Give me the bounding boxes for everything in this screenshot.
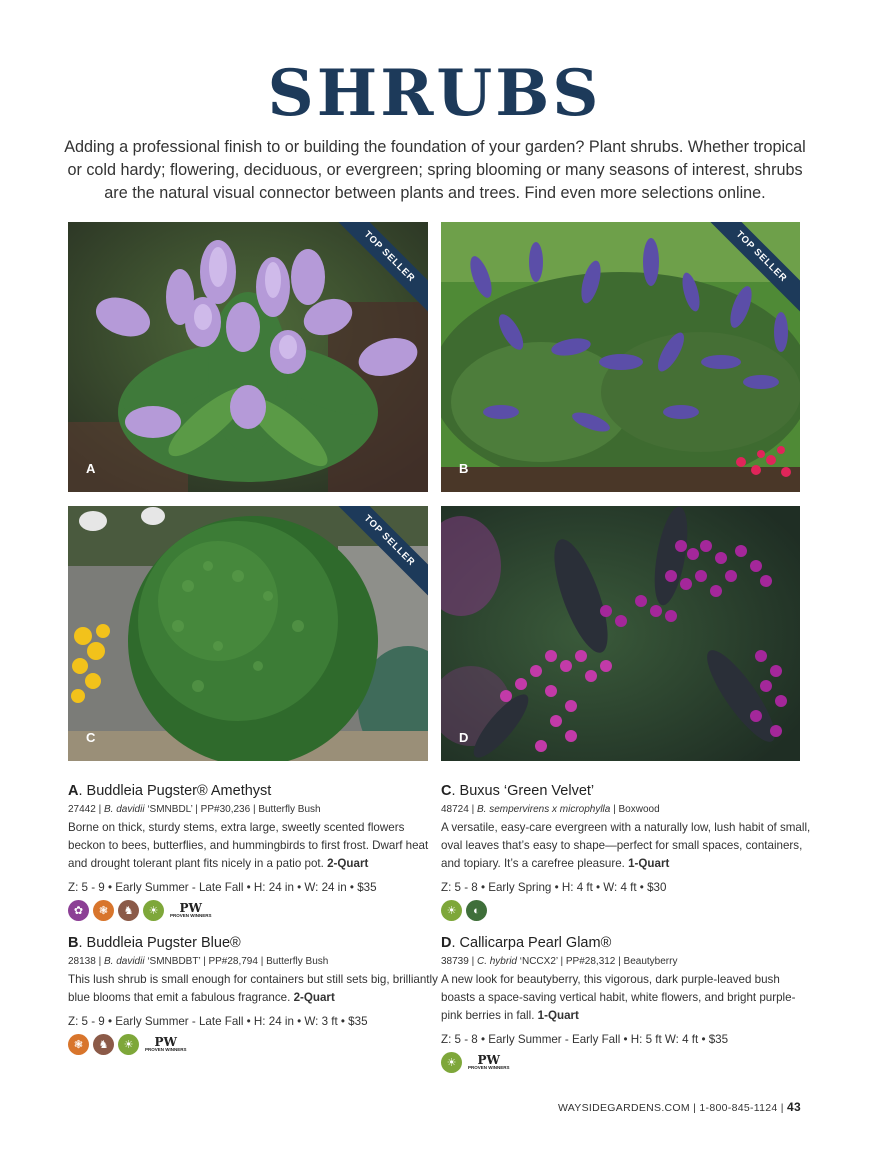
top-seller-badge: TOP SELLER [328,222,428,322]
product-name: B. Buddleia Pugster Blue® [68,935,241,951]
top-seller-badge: TOP SELLER [328,506,428,606]
product-specs: Z: 5 - 8 • Early Spring • H: 4 ft • W: 4 ft • $30 [441,881,667,894]
attribute-icons [441,900,811,921]
attribute-icons [441,1052,811,1073]
product-description: A versatile, easy-care evergreen with a naturally low, lush habit of small, oval leaves that’s easy to shape—perfect for small spaces, containers, and topiary. It’s a carefree pleasure. 1-Quart [441,821,811,870]
product-description: Borne on thick, sturdy stems, extra large, sweetly scented flowers beckon to bees, butterflies, and hummingbirds to first frost. Dwarf heat and drought tolerant plant fits nicely in a patio pot. 2-Quart [68,821,429,870]
page-number: 43 [787,1100,801,1114]
photo-letter: D [459,730,469,745]
photo-letter: A [86,461,96,476]
deer-resistant-icon: ♞ [93,1034,114,1055]
callicarpa-pearl-glam-image [441,506,800,761]
product-name: A. Buddleia Pugster® Amethyst [68,783,272,799]
part-shade-icon: ◐ [466,900,487,921]
photo-letter: B [459,461,469,476]
page-title: SHRUBS [267,56,602,131]
photo-a [68,222,428,492]
hummingbird-icon: ✿ [68,900,89,921]
photo-letter: C [86,730,96,745]
deer-resistant-icon: ♞ [118,900,139,921]
product-d [441,934,811,1073]
product-specs: Z: 5 - 9 • Early Summer - Late Fall • H: 24 in • W: 3 ft • $35 [68,1015,368,1028]
product-name: D. Callicarpa Pearl Glam® [441,935,612,951]
photo-b [441,222,800,492]
photo-c [68,506,428,761]
product-c [441,782,811,921]
product-meta: 28138 | B. davidii ‘SMNBDBT’ | PP#28,794 | Butterfly Bush [68,956,329,967]
bee-icon: ❃ [68,1034,89,1055]
product-a [68,782,438,921]
photo-d [441,506,800,761]
proven-winners-logo: PW PROVEN WINNERS [468,1053,510,1071]
product-meta: 27442 | B. davidii ‘SMNBDL’ | PP#30,236 | Butterfly Bush [68,804,321,815]
full-sun-icon: ☀ [441,1052,462,1073]
product-specs: Z: 5 - 9 • Early Summer - Late Fall • H: 24 in • W: 24 in • $35 [68,881,377,894]
full-sun-icon: ☀ [441,900,462,921]
intro-paragraph: Adding a professional finish to or building the foundation of your garden? Plant shrubs. Whether tropical or cold hardy; flowering, deciduous, or evergreen; spring blooming or many seasons of interest, shrubs are the natural visual connector between plants and trees. Find even more selections online. [64,138,806,202]
attribute-icons [68,900,438,921]
footer-website: WAYSIDEGARDENS.COM [557,1102,690,1114]
proven-winners-logo: PW PROVEN WINNERS [145,1035,187,1053]
attribute-icons [68,1034,438,1055]
top-seller-badge: TOP SELLER [700,222,800,322]
bee-icon: ❃ [93,900,114,921]
proven-winners-logo: PW PROVEN WINNERS [170,901,212,919]
product-description: This lush shrub is small enough for containers but still sets big, brilliantly blue blooms that emit a fabulous fragrance. 2-Quart [68,973,438,1004]
product-name: C. Buxus ‘Green Velvet’ [441,783,595,799]
product-b [68,934,438,1055]
footer-phone: 1-800-845-1124 [699,1102,778,1114]
product-description: A new look for beautyberry, this vigorous, dark purple-leaved bush boasts a space-saving vertical habit, white flowers, and bright purple-pink berries in fall. 1-Quart [441,973,796,1022]
product-specs: Z: 5 - 8 • Early Summer - Early Fall • H: 5 ft W: 4 ft • $35 [441,1033,729,1046]
product-meta: 48724 | B. sempervirens x microphylla | Boxwood [441,804,660,815]
full-sun-icon: ☀ [118,1034,139,1055]
page-footer: WAYSIDEGARDENS.COM | 1-800-845-1124 | 43 [557,1100,801,1114]
full-sun-icon: ☀ [143,900,164,921]
product-meta: 38739 | C. hybrid ‘NCCX2’ | PP#28,312 | Beautyberry [441,956,678,967]
